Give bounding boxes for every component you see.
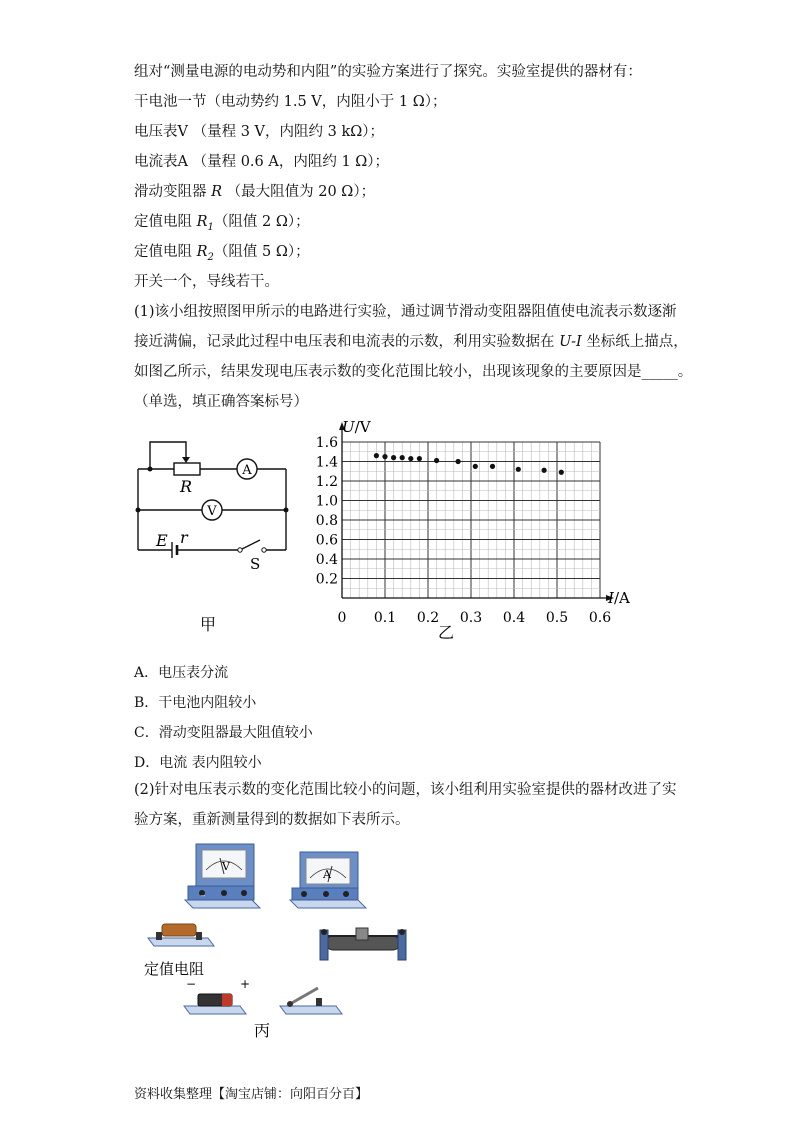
battery-plus: + [240,977,251,991]
intro-r1: 定值电阻 $R_1$（阻值 2 Ω）； [134,214,310,233]
y-tick-label: 0.6 [315,532,338,549]
data-point [559,470,564,475]
data-point [408,456,413,461]
intro-switch: 开关一个，导线若干。 [134,274,279,290]
intro-voltmeter: 电压表V （量程 3 V，内阻约 3 kΩ）； [134,124,384,140]
data-point [382,454,387,459]
circuit-diagram [130,430,300,640]
y-tick-label: 1.2 [315,474,338,490]
symbol-R1: R [196,214,208,230]
label-r: r [180,528,188,547]
y-tick-label: 1.4 [315,454,338,471]
label-R: R [180,477,193,496]
intro-r2: 定值电阻 $R_2$（阻值 5 Ω）； [134,244,310,263]
q1-line-3: 如图乙所示，结果发现电压表示数的变化范围比较小，出现该现象的主要原因是_____。 [134,364,693,380]
label-V: V [207,504,217,519]
option-c: C．滑动变阻器最大阻值较小 [134,725,313,741]
data-point [391,455,396,460]
y-tick-label: 0.2 [315,571,338,588]
caption-jia: 甲 [200,615,217,634]
data-point [473,464,478,469]
data-point [490,464,495,469]
fixed-resistor-apparatus [144,924,214,978]
q2-line-2: 验方案，重新测量得到的数据如下表所示。 [134,812,410,828]
data-point [516,467,521,472]
option-d: D．电流 表内阻较小 [134,755,262,771]
voltmeter-apparatus [185,844,260,908]
intro-cell: 干电池一节（电动势约 1.5 V，内阻小于 1 Ω）； [134,94,447,110]
battery-minus: − [186,977,197,991]
y-tick-label: 0.4 [315,552,338,568]
label-E: E [156,531,168,550]
y-tick-label: 1.0 [315,493,338,510]
svg-text:−: − [200,892,206,900]
x-tick-label: 0 [337,610,347,626]
y-tick-label: 0.8 [315,513,338,529]
intro-rheostat: 滑动变阻器 R （最大阻值为 20 Ω）； [134,184,376,200]
rheostat-slider-arrow [182,457,190,463]
q2-line-1: (2)针对电压表示数的变化范围比较小的问题，该小组利用实验室提供的器材改进了实 [134,782,677,798]
y-tick-label: 1.6 [315,435,338,451]
q1-line-2: 接近满偏，记录此过程中电压表和电流表的示数，利用实验数据在 U-I 坐标纸上描点， [134,334,688,350]
data-point [374,453,379,458]
y-axis-label: U/V [342,418,371,436]
x-tick-label: 0.1 [373,610,397,626]
symbol-R: R [211,184,223,200]
ui-chart [300,412,660,646]
voltmeter-letter: V [222,860,230,873]
data-point [400,455,405,460]
caption-yi: 乙 [438,623,455,642]
label-A: A [242,463,252,478]
rheostat-apparatus [320,928,406,960]
symbol-UI: U-I [559,334,582,350]
rheostat-slider-wire [150,442,186,469]
apparatus-figure [140,838,420,1048]
option-b: B．干电池内阻较小 [134,695,257,711]
x-tick-label: 0.2 [416,610,440,626]
rheostat-symbol [174,463,200,475]
symbol-R2: R [196,244,208,260]
x-tick-label: 0.5 [545,610,569,626]
q1-line-1: (1)该小组按照图甲所示的电路进行实验，通过调节滑动变阻器阻值使电流表示数逐渐 [134,304,677,320]
ammeter-letter: A [323,868,331,881]
footer: 资料收集整理【淘宝店铺：向阳百分百】 [134,1087,369,1102]
switch-apparatus [280,988,342,1014]
data-point [456,459,461,464]
switch-blade [240,540,260,550]
data-point [542,468,547,473]
data-point [434,458,439,463]
ammeter-apparatus [290,852,366,908]
battery-apparatus [184,977,250,1014]
intro-ammeter: 电流表A （量程 0.6 A，内阻约 1 Ω）； [134,154,390,170]
x-tick-label: 0.3 [459,610,483,626]
caption-bing: 丙 [254,1021,271,1040]
x-axis-label: I/A [608,589,630,607]
fixed-resistor-label: 定值电阻 [144,960,205,978]
label-S: S [250,555,261,573]
q1-line-4: （单选，填正确答案标号） [134,394,308,410]
x-tick-label: 0.4 [502,610,526,626]
option-a: A．电压表分流 [134,665,229,681]
x-tick-label: 0.6 [588,610,612,626]
intro-line-1: 组对“测量电源的电动势和内阻”的实验方案进行了探究。实验室提供的器材有： [134,64,642,80]
data-point [417,456,422,461]
